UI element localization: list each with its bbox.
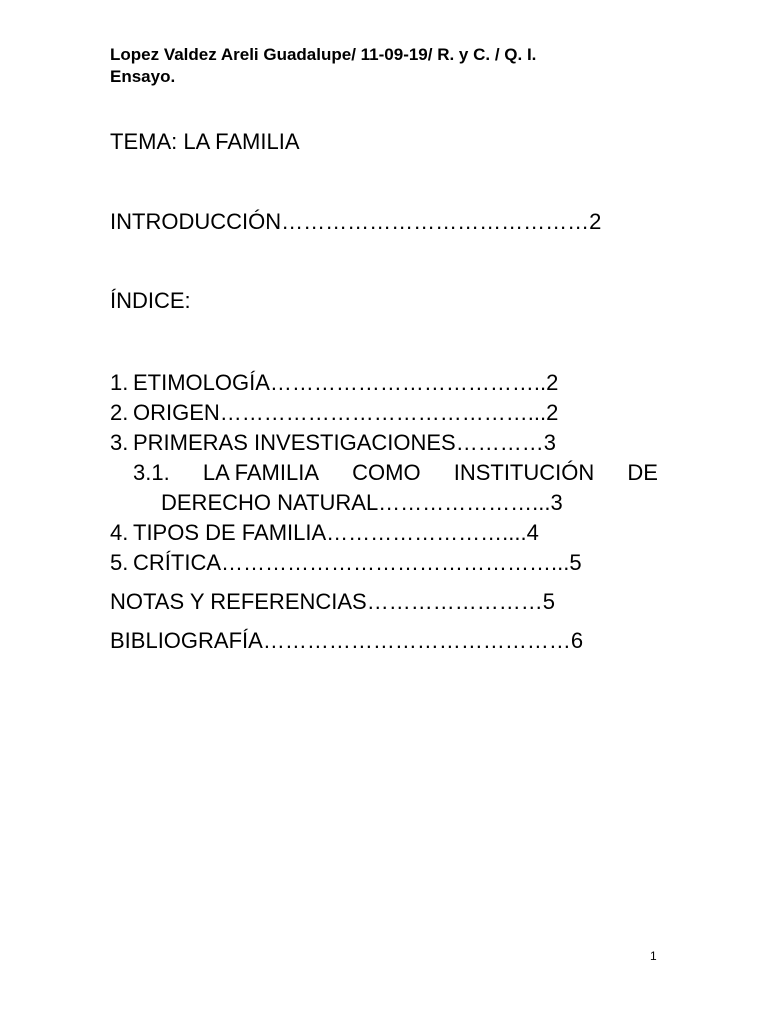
- toc-subitem-word: COMO: [352, 460, 421, 485]
- toc-item-number: 5.: [110, 550, 129, 575]
- toc-item-text: TIPOS DE FAMILIA……………………....4: [133, 520, 539, 545]
- toc-item-text: ORIGEN……………………………………...2: [133, 400, 559, 425]
- index-heading: ÍNDICE:: [110, 288, 191, 313]
- bibliography-entry: BIBLIOGRAFÍA……………………………………6: [110, 628, 584, 653]
- topic-title: TEMA: LA FAMILIA: [110, 129, 300, 154]
- notes-references-entry: NOTAS Y REFERENCIAS……………………5: [110, 589, 555, 614]
- table-of-contents: [110, 368, 670, 578]
- toc-item-text: ETIMOLOGÍA………………………………..2: [133, 370, 559, 395]
- toc-subitem-familia-institucion: [110, 458, 658, 488]
- toc-item-origen: [110, 398, 670, 428]
- toc-item-number: 1.: [110, 370, 129, 395]
- toc-subitem-continuation: DERECHO NATURAL…………………...3: [161, 490, 563, 515]
- toc-subitem-word: DE: [627, 460, 658, 485]
- toc-subitem-word: INSTITUCIÓN: [453, 460, 595, 485]
- author-header: [110, 44, 670, 88]
- toc-item-number: 2.: [110, 400, 129, 425]
- toc-item-text: PRIMERAS INVESTIGACIONES…………3: [133, 430, 556, 455]
- author-header-line-2: Ensayo.: [110, 67, 176, 86]
- toc-subitem-word: LA FAMILIA: [202, 460, 319, 485]
- toc-item-critica: [110, 548, 670, 578]
- author-header-line-1: Lopez Valdez Areli Guadalupe/ 11-09-19/ R. y C. / Q. I.: [110, 45, 537, 64]
- toc-item-etimologia: [110, 368, 670, 398]
- toc-item-text: CRÍTICA………………………………………...5: [133, 550, 582, 575]
- page-number: 1: [650, 949, 657, 963]
- introduction-entry: INTRODUCCIÓN……………………………………2: [110, 209, 602, 234]
- toc-item-primeras-investigaciones: [110, 428, 670, 458]
- toc-item-number: 4.: [110, 520, 129, 545]
- toc-item-tipos-familia: [110, 518, 670, 548]
- toc-subitem-number: 3.1.: [133, 460, 170, 485]
- toc-item-number: 3.: [110, 430, 129, 455]
